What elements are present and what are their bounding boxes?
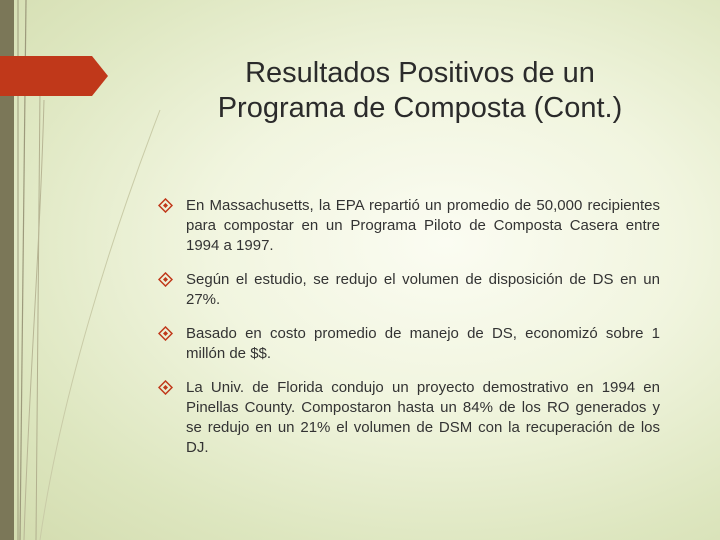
bullet-item: [158, 324, 660, 364]
bullet-text: Basado en costo promedio de manejo de DS, economizó sobre 1 millón de $$.: [186, 325, 660, 362]
bullet-text: La Univ. de Florida condujo un proyecto demostrativo en 1994 en Pinellas County. Compostaron hasta un 84% de los RO generados y se redujo en un 21% el volumen de DSM con la recuperación de los DJ.: [186, 379, 660, 456]
title-accent-tab: [0, 56, 110, 96]
diamond-outline-icon: [158, 198, 173, 213]
bullet-list: [158, 196, 660, 472]
bullet-text: En Massachusetts, la EPA repartió un promedio de 50,000 recipientes para compostar en un Programa Piloto de Composta Casera entre 1994 a 1997.: [186, 197, 660, 254]
bullet-item: [158, 270, 660, 310]
bullet-text: Según el estudio, se redujo el volumen de disposición de DS en un 27%.: [186, 271, 660, 308]
diamond-outline-icon: [158, 380, 173, 395]
bullet-item: [158, 196, 660, 256]
bullet-item: [158, 378, 660, 458]
slide-title-line-1: Resultados Positivos de un: [245, 57, 595, 89]
diamond-outline-icon: [158, 326, 173, 341]
diamond-outline-icon: [158, 272, 173, 287]
slide-title-line-2: Programa de Composta (Cont.): [217, 92, 623, 124]
slide-title: [160, 56, 680, 126]
